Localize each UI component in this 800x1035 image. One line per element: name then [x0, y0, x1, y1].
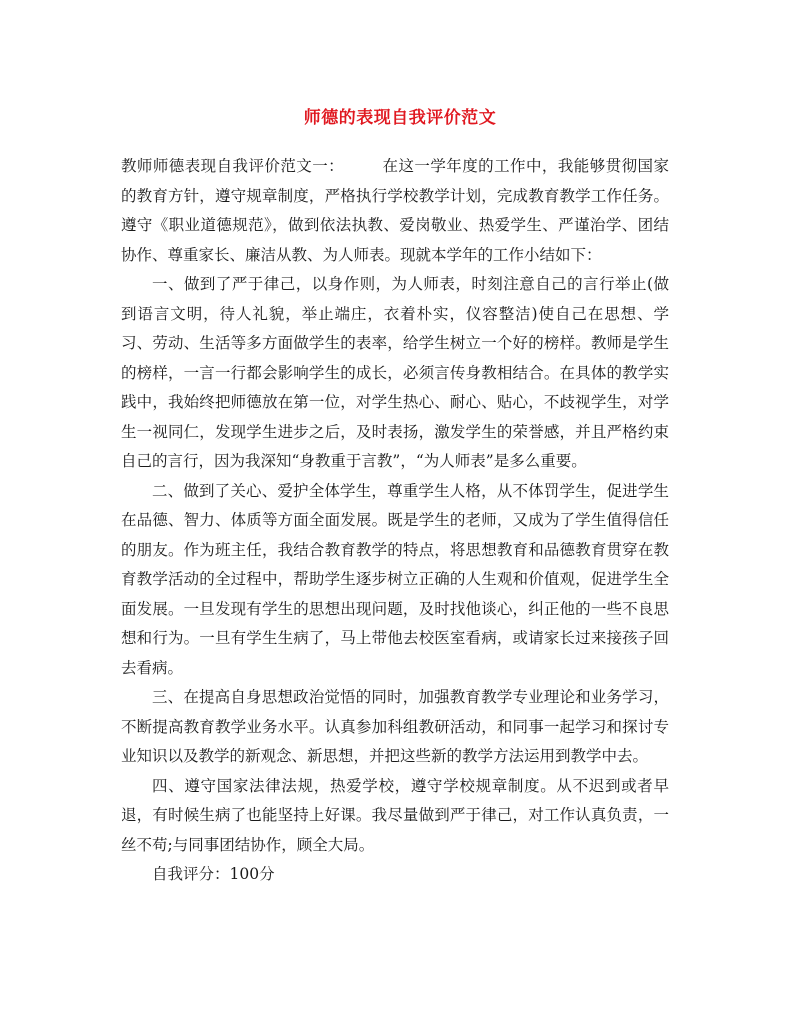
document-title: 师德的表现自我评价范文 [303, 108, 497, 128]
body-paragraph-2: 二、做到了关心、爱护全体学生，尊重学生人格，从不体罚学生，促进学生在品德、智力、体质等方面全面发展。既是学生的老师，又成为了学生值得信任的朋友。作为班主任，我结合教育教学的特点，将思想教育和品德教育贯穿在教育教学活动的全过程中，帮助学生逐步树立正确的人生观和价值观，促进学生全面发展。一旦发现有学生的思想出现问题，及时找他谈心，纠正他的一些不良思想和行为。一旦有学生生病了，马上带他去校医室看病，或请家长过来接孩子回去看病。 [121, 481, 669, 677]
intro-text: 在这一学年度的工作中，我能够贯彻国家的教育方针，遵守规章制度，严格执行学校教学计划，完成教育教学工作任务。遵守《职业道德规范》，做到依法执教、爱岗敬业、热爱学生、严谨治学、团结协作、尊重家长、廉洁从教、为人师表。现就本学年的工作小结如下： [121, 157, 669, 264]
body-paragraph-1: 一、做到了严于律己，以身作则，为人师表，时刻注意自己的言行举止(做到语言文明，待人礼貌，举止端庄，衣着朴实，仪容整洁)使自己在思想、学习、劳动、生活等多方面做学生的表率，给学生树立一个好的榜样。教师是学生的榜样，一言一行都会影响学生的成长，必须言传身教相结合。在具体的教学实践中，我始终把师德放在第一位，对学生热心、耐心、贴心，不歧视学生，对学生一视同仁，发现学生进步之后，及时表扬，激发学生的荣誉感，并且严格约束自己的言行，因为我深知“身教重于言教”，“为人师表”是多么重要。 [121, 275, 669, 470]
intro-paragraph [121, 152, 669, 270]
body-paragraph-4: 四、遵守国家法律法规，热爱学校，遵守学校规章制度。从不迟到或者早退，有时候生病了也能坚持上好课。我尽量做到严于律己，对工作认真负责，一丝不苟;与同事团结协作，顾全大局。 [121, 776, 669, 854]
intro-label: 教师师德表现自我评价范文一： [121, 157, 345, 175]
body-paragraph-3: 三、在提高自身思想政治觉悟的同时，加强教育教学专业理论和业务学习，不断提高教育教学业务水平。认真参加科组教研活动，和同事一起学习和探讨专业知识以及教学的新观念、新思想，并把这些新的教学方法运用到教学中去。 [121, 688, 669, 765]
self-score: 自我评分：100分 [152, 865, 275, 883]
document-body [121, 152, 669, 890]
